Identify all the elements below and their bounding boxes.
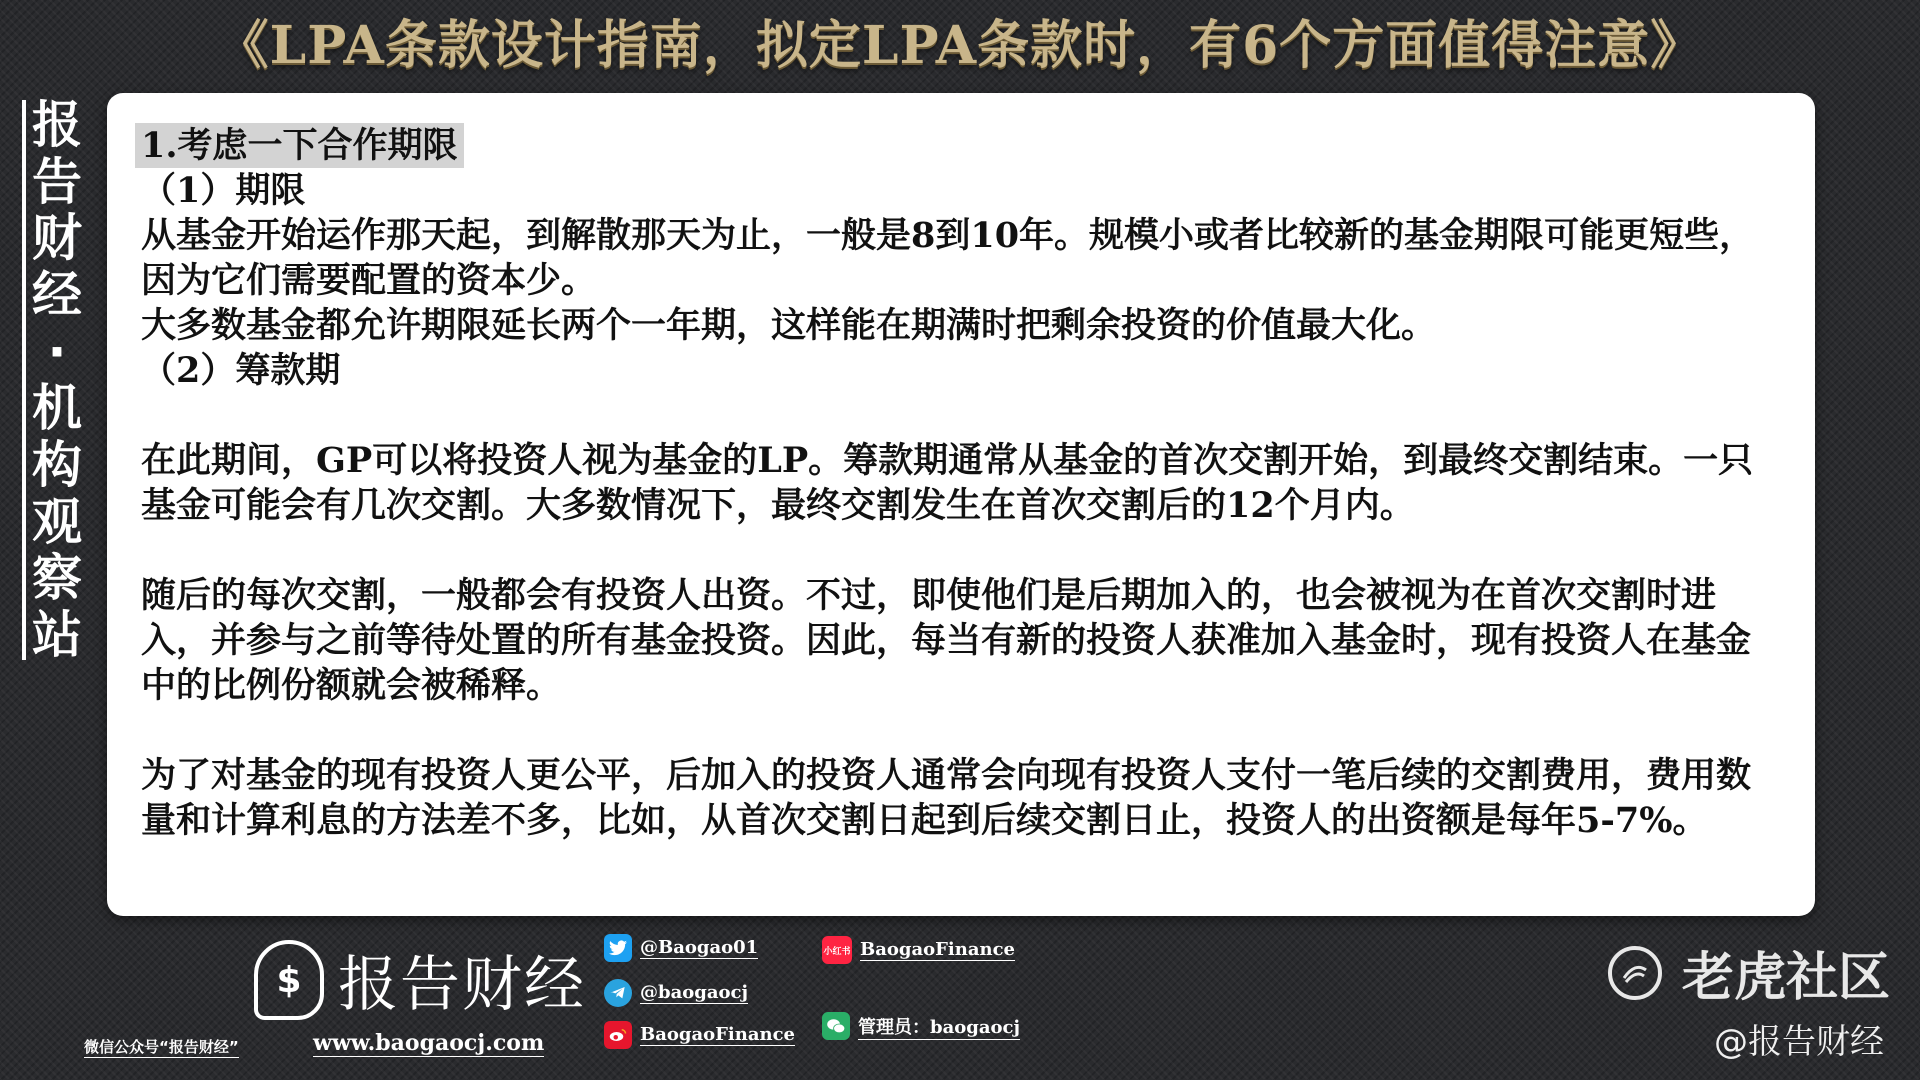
side-label-char: 报 (32, 96, 82, 154)
xiaohongshu-icon: 小红书 (822, 936, 852, 964)
twitter-icon (604, 934, 632, 962)
twitter-handle: @Baogao01 (640, 937, 759, 958)
side-label-char: 察 (32, 549, 82, 608)
side-label-char: · (47, 322, 67, 381)
wechat-admin: 管理员：baogaocj (858, 1013, 1020, 1040)
weibo-handle: BaogaoFinance (640, 1024, 796, 1045)
weibo-icon (604, 1021, 632, 1049)
subheading-fundraising: （2）筹款期 (141, 350, 341, 391)
side-label-char: 财 (32, 209, 82, 268)
xiaohongshu-link[interactable] (822, 936, 1015, 964)
paragraph-closings: 随后的每次交割，一般都会有投资人出资。不过，即使他们是后期加入的，也会被视为在首次交割时进入，并参与之前等待处置的所有基金投资。因此，每当有新的投资人获准加入基金时，现有投资人在基金中的比例份额就会被稀释。 (141, 575, 1752, 706)
content-card (107, 93, 1815, 916)
twitter-link[interactable] (604, 934, 758, 962)
wechat-admin-link[interactable] (822, 1012, 1020, 1040)
side-label-char: 告 (32, 152, 82, 211)
brand-name: 报告财经 (338, 950, 586, 1020)
subheading-term: （1）期限 (141, 170, 306, 211)
paragraph-extension: 大多数基金都允许期限延长两个一年期，这样能在期满时把剩余投资的价值最大化。 (141, 305, 1437, 346)
xiaohongshu-handle: BaogaoFinance (860, 939, 1016, 960)
side-label-char: 经 (32, 265, 82, 324)
side-label (22, 96, 82, 664)
article-body (141, 123, 1781, 843)
wechat-note: 微信公众号“报告财经” (84, 1038, 239, 1056)
section-heading: 1.考虑一下合作期限 (135, 123, 464, 168)
page-title: 《LPA条款设计指南，拟定LPA条款时，有6个方面值得注意》 (216, 15, 1704, 76)
side-label-char: 构 (32, 435, 82, 494)
author-handle: @报告财经 (1714, 1022, 1884, 1062)
paragraph-fundraising: 在此期间，GP可以将投资人视为基金的LP。筹款期通常从基金的首次交割开始，到最终交割结束。一只基金可能会有几次交割。大多数情况下，最终交割发生在首次交割后的12个月内。 (141, 440, 1754, 526)
weibo-link[interactable] (604, 1021, 795, 1049)
side-label-char: 站 (32, 605, 82, 664)
tiger-logo-icon (1608, 946, 1662, 1000)
footer-brand (254, 935, 586, 1025)
telegram-handle: @baogaocj (640, 982, 748, 1003)
tiger-community-logo (1608, 935, 1890, 1010)
paragraph-fees: 为了对基金的现有投资人更公平，后加入的投资人通常会向现有投资人支付一笔后续的交割费用，费用数量和计算利息的方法差不多，比如，从首次交割日起到后续交割日止，投资人的出资额是每年5-7%。 (141, 755, 1752, 841)
wechat-icon (822, 1012, 850, 1040)
paragraph-term: 从基金开始运作那天起，到解散那天为止，一般是8到10年。规模小或者比较新的基金期限可能更短些，因为它们需要配置的资本少。 (141, 215, 1755, 301)
telegram-link[interactable] (604, 979, 748, 1007)
side-label-char: 观 (32, 492, 82, 551)
brand-head-icon: $ (254, 940, 324, 1020)
website-link[interactable]: www.baogaocj.com (313, 1030, 545, 1056)
side-label-char: 机 (32, 379, 82, 438)
tiger-community-name: 老虎社区 (1682, 948, 1891, 1008)
telegram-icon (604, 979, 632, 1007)
